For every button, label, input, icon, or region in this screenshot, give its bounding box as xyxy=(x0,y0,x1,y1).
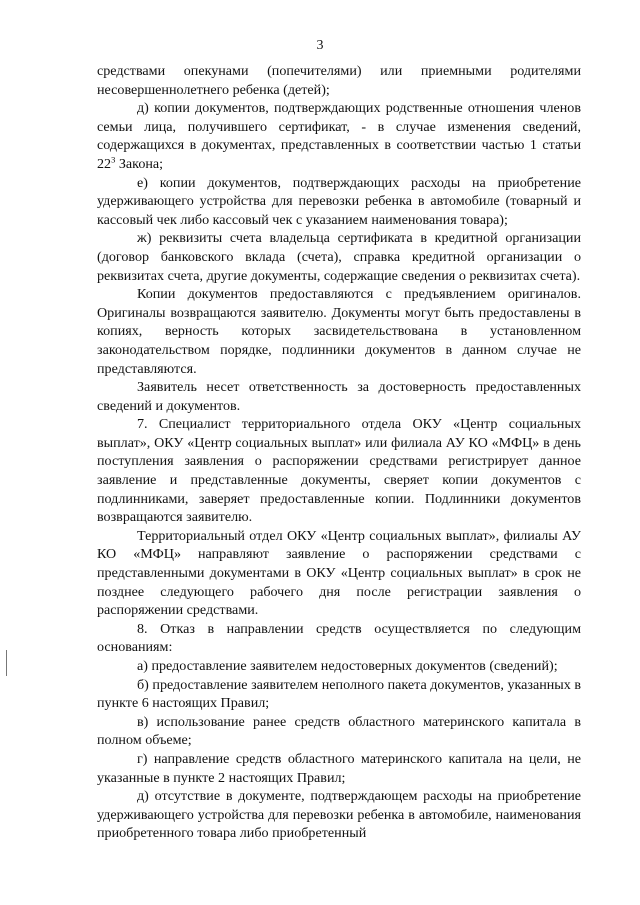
margin-scan-mark xyxy=(6,650,7,676)
paragraph-section-8: 8. Отказ в направлении средств осуществляется по следующим основаниям: xyxy=(97,620,581,656)
paragraph-ground-b: б) предоставление заявителем неполного пакета документов, указанных в пункте 6 настоящих Правил; xyxy=(97,676,581,712)
paragraph-ground-a: а) предоставление заявителем недостоверных документов (сведений); xyxy=(137,658,558,674)
paragraph-item-zh-bank-details: ж) реквизиты счета владельца сертификата в кредитной организации (договор банковского вклада (счета), справка кредитной организации о реквизитах счета, другие документы, содержащие сведения о реквизитах счета). xyxy=(97,230,581,284)
superscript: 3 xyxy=(111,154,116,165)
paragraph-ground-g: г) направление средств областного материнского капитала на цели, не указанные в пункте 2 настоящих Правил; xyxy=(97,750,581,786)
paragraph-text: Закона; xyxy=(115,155,164,172)
paragraph-copies-originals: Копии документов предоставляются с предъявлением оригиналов. Оригиналы возвращаются заявителю. Документы могут быть предоставлены в копиях, верность которых засвидетельствована в установленном законодательством порядке, подлинники документов в данном случае не представляются. xyxy=(97,286,581,377)
paragraph-ground-v: в) использование ранее средств областного материнского капитала в полном объеме; xyxy=(97,713,581,749)
paragraph-section-7: 7. Специалист территориального отдела ОКУ «Центр социальных выплат», ОКУ «Центр социальных выплат» или филиала АУ КО «МФЦ» в день поступления заявления о распоряжении средствами регистрирует данное заявление и представленные документы, сверяет копии документов с подлинниками, заверяет предоставленные копии. Подлинники документов возвращаются заявителю. xyxy=(97,416,581,526)
paragraph-continuation: средствами опекунами (попечителями) или приемными родителями несовершеннолетнего ребенка (детей); xyxy=(97,63,581,98)
document-body xyxy=(97,62,581,843)
paragraph-ground-d: д) отсутствие в документе, подтверждающем расходы на приобретение удерживающего устройства для перевозки ребенка в автомобиле, наименования приобретенного товара либо приобретенный xyxy=(97,788,581,842)
paragraph-item-d-relationship-docs xyxy=(97,99,581,173)
paragraph-item-e-expense-docs: е) копии документов, подтверждающих расходы на приобретение удерживающего устройства для перевозки ребенка в автомобиле (товарный и кассовый чек либо кассовый чек с указанием наименования товара); xyxy=(97,174,581,228)
page-number: 3 xyxy=(316,38,324,53)
paragraph-text: д) копии документов, подтверждающих родственные отношения членов семьи лица, получившего сертификат, - в случае изменения сведений, содержащихся в документах, представленных в соответствии частью 1 статьи 22 xyxy=(97,100,581,172)
paragraph-applicant-responsibility: Заявитель несет ответственность за достоверность предоставленных сведений и документов. xyxy=(97,379,581,414)
paragraph-section-7-forwarding: Территориальный отдел ОКУ «Центр социальных выплат», филиалы АУ КО «МФЦ» направляют заявление о распоряжении средствами с представленными документами в ОКУ «Центр социальных выплат» в срок не позднее следующего рабочего дня после регистрации заявления о распоряжении средствами. xyxy=(97,527,581,619)
